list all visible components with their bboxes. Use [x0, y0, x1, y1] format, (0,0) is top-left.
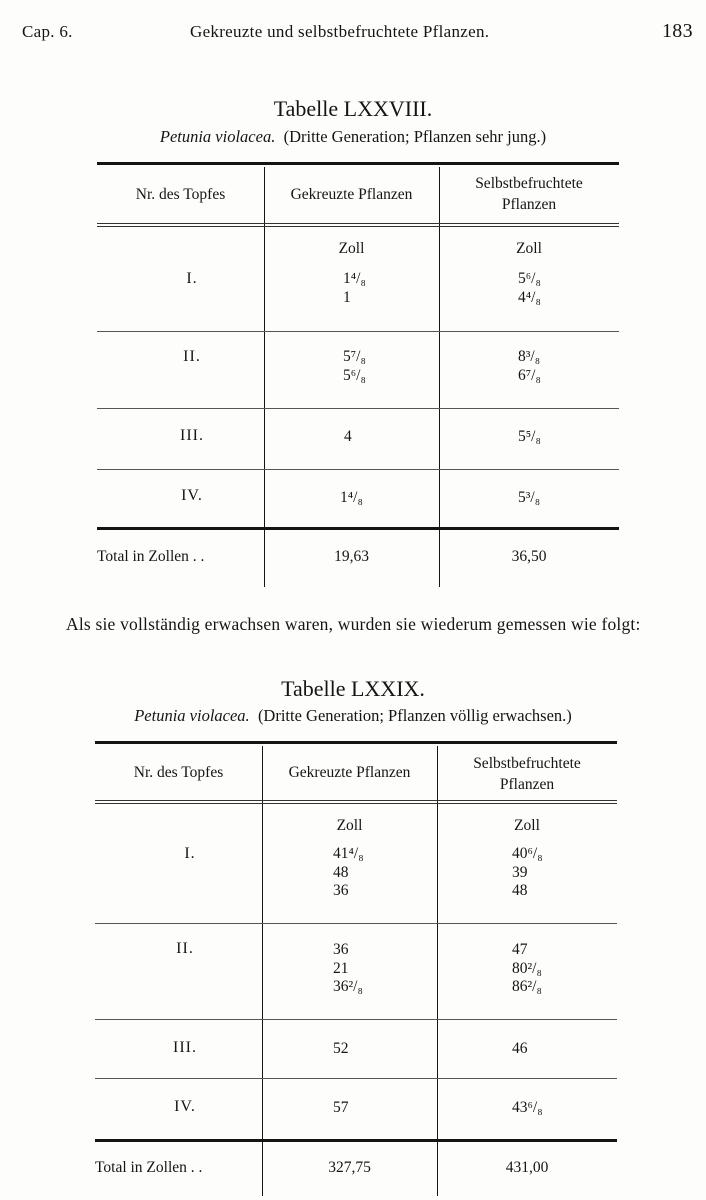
table2-total-rule	[95, 1139, 617, 1142]
running-title: Gekreuzte und selbstbefruchtete Pflanzen.	[190, 22, 490, 41]
table1-row4-pot: IV.	[181, 487, 203, 504]
value: 5⁵/₈	[518, 428, 541, 445]
value: 5⁶/₈	[518, 270, 541, 287]
table2-col-crossed: Gekreuzte Pflanzen	[288, 764, 411, 781]
table2-row2-self	[512, 941, 542, 997]
table2-caption-note: (Dritte Generation; Pflanzen völlig erwachsen.)	[257, 706, 572, 725]
table1-caption	[0, 127, 706, 147]
table1-unit-self: Zoll	[516, 240, 542, 257]
table2-row-divider	[95, 1078, 617, 1079]
table1-row3-pot: III.	[180, 427, 204, 444]
table2-title: Tabelle LXXIX.	[281, 676, 425, 701]
table1-row3-self	[518, 428, 541, 447]
value: 57	[333, 1099, 349, 1116]
value: 36	[333, 941, 349, 958]
table2-row2-crossed	[333, 941, 363, 997]
table2-col-self-line2: Pflanzen	[499, 776, 555, 793]
table2-row-divider	[95, 923, 617, 924]
table1-col-self-line2: Pflanzen	[501, 196, 557, 213]
table2-unit-crossed: Zoll	[336, 817, 363, 834]
value: 21	[333, 959, 349, 977]
table2-row4-pot: IV.	[174, 1098, 196, 1115]
chapter-label: Cap. 6.	[22, 22, 73, 41]
table2-row1-pot: I.	[184, 845, 196, 862]
value: 8³/₈	[518, 348, 541, 365]
value: 4⁴/₈	[518, 288, 541, 306]
table1-row2-self	[518, 348, 541, 385]
table1-unit-crossed: Zoll	[338, 240, 365, 257]
table1-col-self	[439, 173, 619, 215]
table2-total-label: Total in Zollen . .	[95, 1159, 203, 1176]
table2-row3-pot: III.	[173, 1039, 197, 1056]
table1-row-divider	[97, 469, 619, 470]
value: 36²/₈	[333, 978, 363, 995]
table2-row-divider	[95, 1019, 617, 1020]
table2-row2-pot: II.	[176, 940, 194, 957]
value: 43⁶/₈	[512, 1099, 543, 1116]
table1-col-divider-1	[264, 167, 265, 587]
table1-caption-species: Petunia violacea.	[159, 127, 276, 146]
value: 48	[512, 882, 528, 899]
table1-row-divider	[97, 408, 619, 409]
table2-total-crossed: 327,75	[328, 1159, 371, 1176]
table1-total-rule	[97, 527, 619, 530]
table2-header-rule	[95, 800, 617, 804]
table2-caption	[0, 706, 706, 726]
value: 5⁶/₈	[343, 366, 366, 384]
value: 86²/₈	[512, 978, 542, 995]
table2-row4-self	[512, 1099, 543, 1118]
table1-row4-self	[518, 489, 540, 508]
table1-row2-crossed	[343, 348, 366, 385]
value: 52	[333, 1040, 349, 1057]
value: 41⁴/₈	[333, 845, 364, 862]
value: 1⁴/₈	[343, 270, 366, 287]
table2-row4-crossed	[333, 1099, 349, 1118]
table2-row3-crossed	[333, 1040, 349, 1059]
table2-top-rule	[95, 741, 617, 744]
table1-col-crossed: Gekreuzte Pflanzen	[290, 186, 413, 203]
table2-row1-crossed	[333, 845, 364, 901]
table1-title: Tabelle LXXVIII.	[273, 96, 433, 121]
table2-col-divider-2	[437, 746, 438, 1196]
table2-row1-self	[512, 845, 543, 901]
table1-row2-pot: II.	[183, 348, 201, 365]
table2-col-self-line1: Selbstbefruchtete	[473, 755, 581, 772]
value: 1	[343, 288, 351, 306]
table1-total-label: Total in Zollen . .	[97, 548, 205, 565]
table1-col-pot: Nr. des Topfes	[135, 186, 226, 203]
value: 36	[333, 882, 349, 899]
page-number: 183	[662, 20, 693, 42]
table1-top-rule	[97, 162, 619, 165]
table1-row-divider	[97, 331, 619, 332]
table1-col-divider-2	[439, 167, 440, 587]
table1-row1-self	[518, 270, 541, 307]
value: 1⁴/₈	[340, 489, 363, 506]
table1-row3-crossed	[344, 428, 352, 447]
table2-total-self: 431,00	[505, 1159, 549, 1176]
table2-caption-species: Petunia violacea.	[134, 706, 250, 725]
table1-total-crossed: 19,63	[334, 548, 369, 565]
table1-row1-pot: I.	[186, 270, 198, 287]
table2-col-divider-1	[262, 746, 263, 1196]
value: 40⁶/₈	[512, 845, 543, 862]
table1-row4-crossed	[340, 489, 363, 508]
body-paragraph: Als sie vollständig erwachsen waren, wurden sie wiederum gemessen wie folgt:	[66, 614, 641, 634]
table1-row1-crossed	[343, 270, 366, 307]
value: 46	[512, 1040, 528, 1057]
value: 47	[512, 941, 528, 958]
table1-col-self-line1: Selbstbefruchtete	[475, 175, 583, 192]
value: 4	[344, 428, 352, 445]
table2-col-self	[437, 753, 617, 795]
table2-col-pot: Nr. des Topfes	[133, 764, 224, 781]
value: 80²/₈	[512, 959, 542, 977]
value: 48	[333, 863, 349, 881]
table1-caption-note: (Dritte Generation; Pflanzen sehr jung.)	[283, 127, 547, 146]
table2-unit-self: Zoll	[514, 817, 540, 834]
value: 39	[512, 863, 528, 881]
value: 6⁷/₈	[518, 366, 541, 384]
value: 5⁷/₈	[343, 348, 366, 365]
value: 5³/₈	[518, 489, 541, 506]
table1-total-self: 36,50	[511, 548, 547, 565]
table2-row3-self	[512, 1040, 528, 1059]
table1-header-rule	[97, 223, 619, 227]
